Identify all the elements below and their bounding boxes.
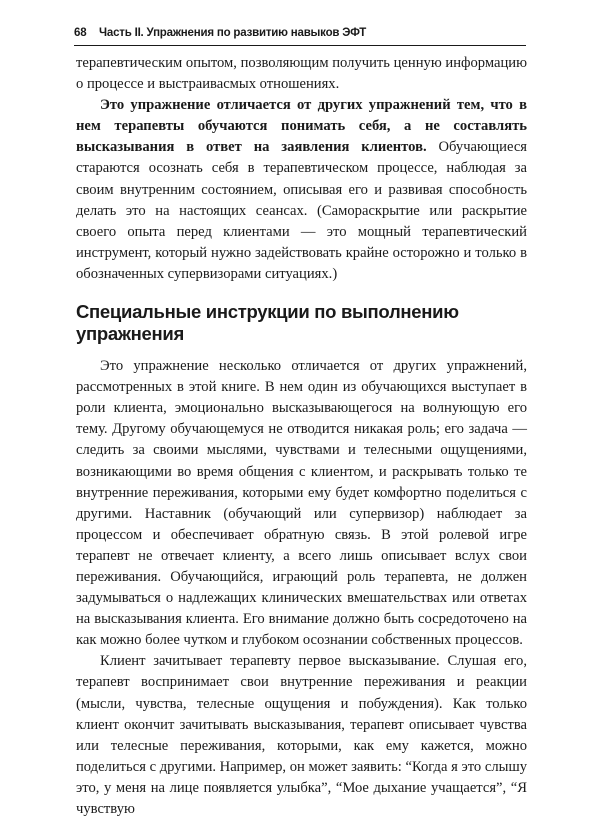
- paragraph-3: Это упражнение несколько отличается от других упражнений, рассмотренных в этой книге. В нем один из обучающихся выступает в роли клиента, эмоционально высказывающегося на волнующую его тему. Другому обучающемуся не отводится никакая роль; его задача — следить за своими мыслями, чувствами и телесными ощущениями, возникающими во время общения с клиентом, и раскрывать только те внутренние переживания, которыми ему будет комфортно поделиться с другими. Наставник (обучающий или супервизор) наблюдает за процессом и обеспечивает обратную связь. В этой ролевой игре терапевт не отвечает клиенту, а всего лишь описывает вслух свои переживания. Обучающийся, играющий роль терапевта, не должен задумываться о надлежащих клинических вмешательствах или ответах на высказывания клиента. Его внимание должно быть сосредоточено на как можно более чутком и глубоком осознании собственных процессов.: [76, 358, 527, 649]
- section-heading: Специальные инструкции по выполнению упражнения: [76, 301, 459, 345]
- paragraph-4: Клиент зачитывает терапевту первое высказывание. Слушая его, терапевт воспринимает свои внутренние переживания и реакции (мысли, чувства, телесные ощущения и побуждения). Как только клиент окончит зачитывать высказывания, терапевт описывает чувства или телесные переживания, которыми, как ему кажется, можно поделиться с другими. Например, он может заявить: “Когда я это слышу это, у меня на лице появляется улыбка”, “Мое дыхание учащается”, “Я чувствую: [76, 653, 527, 817]
- page-number: 68: [74, 27, 87, 39]
- running-header: [74, 27, 526, 39]
- running-title: Часть II. Упражнения по развитию навыков ЭФТ: [99, 27, 367, 39]
- paragraph-2-rest: Обучающиеся стараются осознать себя в терапевтическом процессе, наблюдая за своим внутренним состоянием, описывая его и развивая способность делать это на настоящих сеансах. (Самораскрытие или раскрытие своего опыта перед клиентами — это мощный терапевтический инструмент, который нужно задействовать крайне осторожно и только в обозначенных супервизорами ситуациях.): [76, 139, 528, 282]
- header-rule: [74, 45, 526, 46]
- page-body: [76, 53, 527, 820]
- paragraph-2: [76, 95, 527, 285]
- paragraph-2-bold: Это упражнение отличается от других упражнений тем, что в нем терапевты обучаются понимать себя, а не составлять высказывания в ответ на заявления клиентов.: [76, 97, 527, 156]
- paragraph-1: терапевтическим опытом, позволяющим получить ценную информацию о процессе и выстраивасмых отношениях.: [76, 55, 527, 93]
